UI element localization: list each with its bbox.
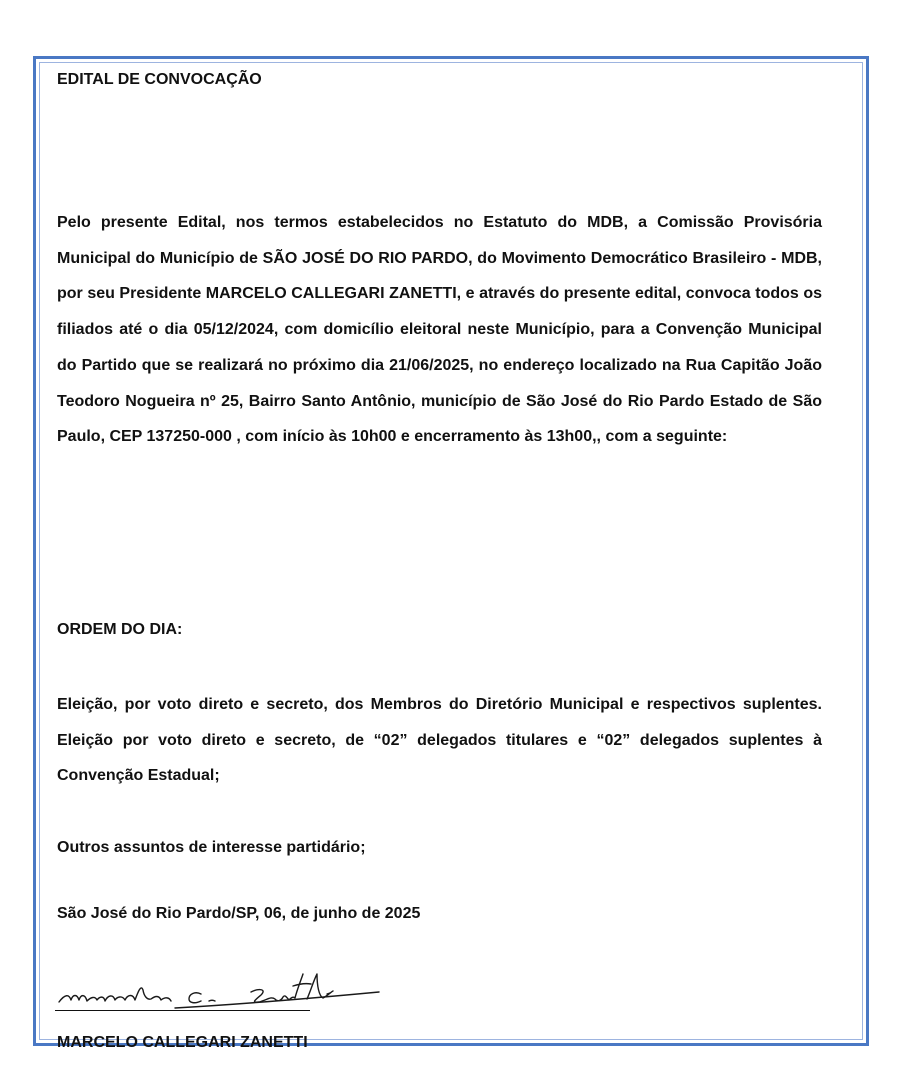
document-frame [33, 56, 869, 1051]
agenda-heading: ORDEM DO DIA: [57, 621, 183, 638]
document-content [57, 69, 822, 922]
handwritten-signature [55, 964, 395, 1014]
signature-line [55, 1010, 310, 1011]
signer-name: MARCELO CALLEGARI ZANETTI [57, 1034, 308, 1051]
place-and-date: São José do Rio Pardo/SP, 06, de junho de 2025 [57, 905, 421, 922]
other-matters-line: Outros assuntos de interesse partidário; [57, 839, 366, 856]
document-title: EDITAL DE CONVOCAÇÃO [57, 71, 262, 88]
main-paragraph: Pelo presente Edital, nos termos estabelecidos no Estatuto do MDB, a Comissão Provisória Municipal do Município de SÃO JOSÉ DO RIO PARDO, do Movimento Democrático Brasileiro - MDB, por seu Presidente MARCELO CALLEGARI ZANETTI, e através do presente edital, convoca todos os filiados até o dia 05/12/2024, com domicílio eleitoral neste Município, para a Convenção Municipal do Partido que se realizará no próximo dia 21/06/2025, no endereço localizado na Rua Capitão João Teodoro Nogueira nº 25, Bairro Santo Antônio, município de São José do Rio Pardo Estado de São Paulo, CEP 137250-000 , com início às 10h00 e encerramento às 13h00,, com a seguinte: [57, 214, 822, 446]
election-paragraph: Eleição, por voto direto e secreto, dos Membros do Diretório Municipal e respectivos suplentes. Eleição por voto direto e secreto, de “02” delegados titulares e “02” delegados suplentes à Convenção Estadual; [57, 696, 822, 785]
